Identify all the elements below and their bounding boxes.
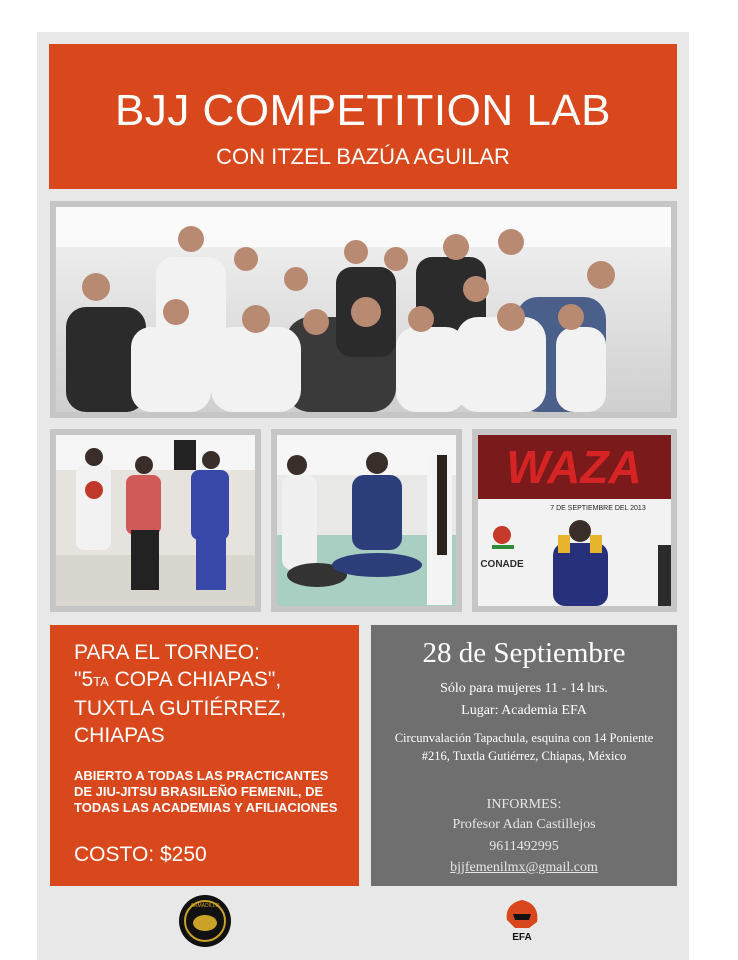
armadillo-logo [178,894,232,948]
place-text: Lugar: Academia EFA [461,703,587,718]
tournament-line-2 [74,666,354,695]
efa-logo-text: EFA [512,932,532,943]
event-title: BJJ COMPETITION LAB [114,86,611,135]
contact-name: Profesor Adan Castillejos [452,817,596,832]
training-photo-2 [271,429,462,612]
efa-logo [499,898,545,948]
open-to-text: ABIERTO A TODAS LAS PRACTICANTES DE JIU-JITSU BRASILEÑO FEMENIL, DE TODAS LAS ACADEMIAS Y AFILIACIONES [74,768,338,815]
poster [37,32,689,960]
tournament-line-2-pre: "5 [74,668,94,691]
tournament-line-4: CHIAPAS [74,724,165,747]
group-photo [50,201,677,418]
sponsor-text: CONADE [480,559,524,570]
armadillo-logo-text: ARMADILLO [190,903,220,909]
info-label: INFORMES: [486,797,562,812]
tournament-panel [50,625,359,886]
training-photo-1 [50,429,261,612]
tournament-line-2-sup: TA [93,674,109,689]
details-panel [371,625,677,886]
tournament-line-3: TUXTLA GUTIÉRREZ, [74,697,287,720]
tournament-line-2-post: COPA CHIAPAS", [108,668,282,691]
podium-banner-date: 7 DE SEPTIEMBRE DEL 2013 [550,505,646,512]
tournament-line-1: PARA EL TORNEO: [74,641,260,664]
audience-text: Sólo para mujeres 11 - 14 hrs. [440,681,608,696]
event-subtitle: CON ITZEL BAZÚA AGUILAR [216,144,510,169]
podium-banner-text: WAZA [506,441,642,493]
event-date: 28 de Septiembre [422,637,626,669]
email-link[interactable]: bjjfemenilmx@gmail.com [450,860,598,875]
tournament-info [74,639,354,749]
address-text: Circunvalación Tapachula, esquina con 14 Poniente #216, Tuxtla Gutiérrez, Chiapas, México [394,731,654,763]
header-banner [49,44,677,189]
phone-number: 9611492995 [489,839,559,854]
podium-photo [472,429,677,612]
cost-text: COSTO: $250 [74,843,207,866]
